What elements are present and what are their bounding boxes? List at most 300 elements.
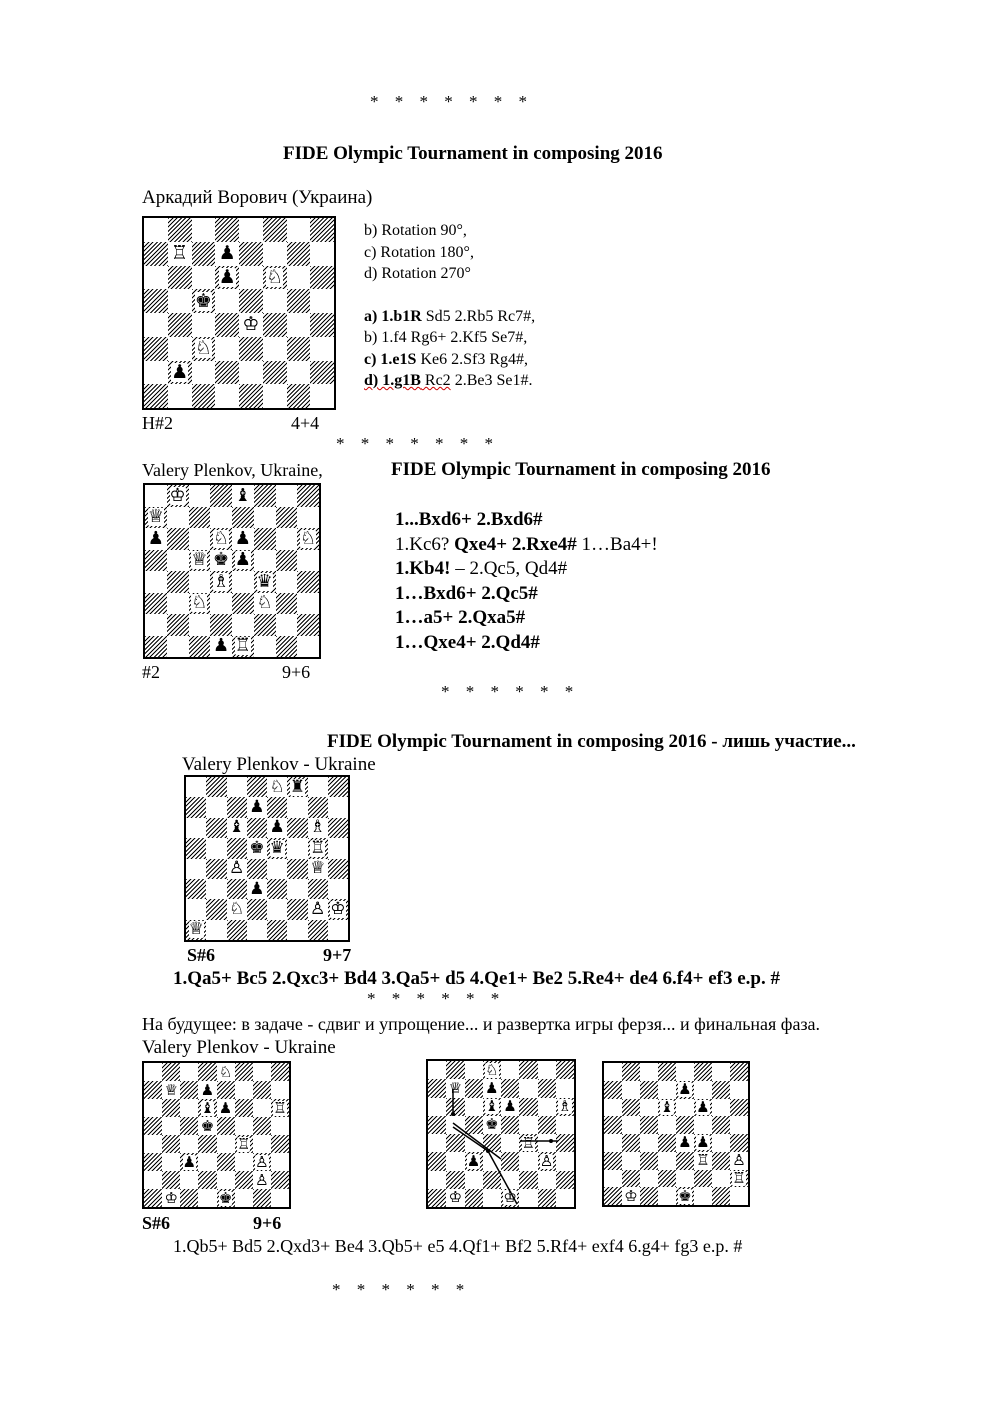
section1-solution xyxy=(364,220,535,392)
board-square xyxy=(271,1189,289,1207)
board-square xyxy=(162,1189,180,1207)
board-square xyxy=(310,218,334,242)
board-square xyxy=(186,838,206,858)
board-square xyxy=(167,507,189,529)
separator-stars: * * * * * * xyxy=(332,1280,465,1299)
board-square xyxy=(287,777,307,797)
board-square xyxy=(263,384,287,408)
board-square xyxy=(328,920,348,940)
board-square xyxy=(235,1099,253,1117)
white-knight-icon: ♘ xyxy=(229,899,245,919)
white-king-icon: ♔ xyxy=(242,313,260,336)
white-queen-icon: ♕ xyxy=(310,858,326,879)
board-square xyxy=(271,1153,289,1171)
black-pawn-icon: ♟ xyxy=(234,549,251,571)
board-square xyxy=(328,838,348,858)
board-square xyxy=(267,797,287,817)
board-square xyxy=(192,218,216,242)
board-square xyxy=(297,636,319,658)
variation-1: 1…Bxd6+ 2.Qc5# xyxy=(395,582,538,604)
board-square xyxy=(640,1081,658,1099)
board-square xyxy=(247,838,267,858)
board-square xyxy=(144,1189,162,1207)
section3-piece-count: 9+7 xyxy=(323,945,352,965)
black-pawn-icon: ♟ xyxy=(696,1134,710,1152)
board-square xyxy=(167,528,189,550)
board-square xyxy=(198,1153,216,1171)
board-square xyxy=(712,1152,730,1170)
board-square xyxy=(676,1170,694,1188)
board-square xyxy=(267,920,287,940)
board-square xyxy=(297,571,319,593)
board-square xyxy=(287,818,307,838)
board-square xyxy=(622,1152,640,1170)
board-square xyxy=(232,614,254,636)
board-square xyxy=(227,777,247,797)
board-square xyxy=(215,313,239,337)
white-rook-icon: ♖ xyxy=(171,242,189,265)
board-square xyxy=(263,218,287,242)
chess-diagram-2 xyxy=(143,483,321,659)
board-square xyxy=(263,313,287,337)
board-square xyxy=(640,1063,658,1081)
board-square xyxy=(210,528,232,550)
section2-piece-count: 9+6 xyxy=(282,662,311,682)
white-bishop-icon: ♗ xyxy=(310,817,326,838)
board-square xyxy=(232,507,254,529)
board-square xyxy=(253,1135,271,1153)
board-square xyxy=(263,289,287,313)
board-square xyxy=(247,797,267,817)
board-square xyxy=(192,242,216,266)
board-square xyxy=(267,899,287,919)
board-square xyxy=(145,528,167,550)
board-square xyxy=(168,218,192,242)
board-square xyxy=(271,1099,289,1117)
board-square xyxy=(254,507,276,529)
board-square xyxy=(276,593,298,615)
board-square xyxy=(694,1152,712,1170)
board-square xyxy=(145,571,167,593)
board-square xyxy=(198,1171,216,1189)
black-pawn-icon: ♟ xyxy=(182,1153,197,1171)
board-square xyxy=(206,879,226,899)
board-square xyxy=(192,337,216,361)
board-square xyxy=(253,1189,271,1207)
board-square xyxy=(206,818,226,838)
white-bishop-icon: ♗ xyxy=(213,571,230,592)
separator-stars: * * * * * * * xyxy=(370,92,527,111)
board-square xyxy=(168,337,192,361)
board-square xyxy=(310,289,334,313)
key-line: 1.Kb4! – 2.Qc5, Qd4# xyxy=(395,558,568,579)
black-pawn-icon: ♟ xyxy=(466,1152,481,1170)
board-square xyxy=(730,1134,748,1152)
board-square xyxy=(239,384,263,408)
section4-note: На будущее: в задаче - сдвиг и упрощение... и развертка игры ферзя... и финальная фаза. xyxy=(142,1014,821,1034)
board-square xyxy=(235,1135,253,1153)
board-square xyxy=(253,1081,271,1099)
board-square xyxy=(658,1116,676,1134)
board-square xyxy=(640,1116,658,1134)
board-square xyxy=(239,266,263,290)
board-square xyxy=(310,361,334,385)
white-king-icon: ♔ xyxy=(448,1188,463,1207)
board-square xyxy=(271,1135,289,1153)
board-square xyxy=(217,1171,235,1189)
board-square xyxy=(604,1170,622,1188)
board-square xyxy=(227,899,247,919)
white-knight-icon: ♘ xyxy=(485,1061,499,1079)
solution-c: c) 1.e1S Ke6 2.Sf3 Rg4#, xyxy=(364,350,528,368)
board-square xyxy=(145,614,167,636)
board-square xyxy=(144,384,168,408)
board-square xyxy=(658,1170,676,1188)
board-square xyxy=(235,1117,253,1135)
board-square xyxy=(267,818,287,838)
separator-stars: * * * * * * xyxy=(367,989,500,1008)
board-square xyxy=(276,614,298,636)
board-square xyxy=(263,361,287,385)
board-square xyxy=(247,818,267,838)
board-square xyxy=(622,1099,640,1117)
board-square xyxy=(271,1117,289,1135)
board-square xyxy=(604,1116,622,1134)
board-square xyxy=(276,485,298,507)
board-square xyxy=(712,1116,730,1134)
white-rook-icon: ♖ xyxy=(732,1169,746,1187)
board-square xyxy=(180,1171,198,1189)
white-pawn-icon: ♙ xyxy=(255,1171,269,1189)
twin-c: c) Rotation 180°, xyxy=(364,243,474,261)
board-square xyxy=(308,797,328,817)
board-square xyxy=(267,879,287,899)
white-pawn-icon: ♙ xyxy=(229,858,245,879)
white-knight-icon: ♘ xyxy=(194,337,212,360)
white-king-icon: ♔ xyxy=(624,1187,638,1205)
board-square xyxy=(308,879,328,899)
board-square xyxy=(310,242,334,266)
board-square xyxy=(712,1170,730,1188)
board-square xyxy=(694,1063,712,1081)
board-square xyxy=(162,1153,180,1171)
board-square xyxy=(247,899,267,919)
board-square xyxy=(144,337,168,361)
board-square xyxy=(328,818,348,838)
board-square xyxy=(162,1117,180,1135)
black-king-icon: ♚ xyxy=(678,1187,692,1205)
white-rook-icon: ♖ xyxy=(273,1099,287,1117)
board-square xyxy=(189,507,211,529)
board-square xyxy=(254,614,276,636)
board-square xyxy=(239,313,263,337)
white-king-icon: ♔ xyxy=(330,899,346,919)
board-square xyxy=(287,384,311,408)
solution-b: b) 1.f4 Rg6+ 2.Kf5 Se7#, xyxy=(364,329,528,346)
black-queen-icon: ♛ xyxy=(269,838,285,858)
board-square xyxy=(210,593,232,615)
black-pawn-icon: ♟ xyxy=(234,528,251,549)
black-pawn-icon: ♟ xyxy=(696,1098,710,1116)
board-square xyxy=(168,242,192,266)
board-square xyxy=(712,1187,730,1205)
board-square xyxy=(144,361,168,385)
section4-author: Valery Plenkov - Ukraine xyxy=(142,1037,336,1058)
section1-title: FIDE Olympic Tournament in composing 2016 xyxy=(283,143,663,164)
black-king-icon: ♚ xyxy=(485,1115,499,1134)
black-queen-icon: ♛ xyxy=(256,571,273,592)
board-square xyxy=(189,636,211,658)
white-bishop-icon: ♗ xyxy=(558,1097,572,1116)
chess-diagram-6 xyxy=(602,1061,750,1207)
white-king-icon: ♔ xyxy=(169,485,186,506)
board-square xyxy=(144,266,168,290)
board-square xyxy=(308,859,328,879)
section2-stipulation: #2 xyxy=(142,662,160,682)
board-square xyxy=(694,1134,712,1152)
board-square xyxy=(217,1063,235,1081)
white-pawn-icon: ♙ xyxy=(732,1151,746,1170)
board-square xyxy=(676,1063,694,1081)
section2-author: Valery Plenkov, Ukraine, xyxy=(142,460,323,480)
section3-solution: 1.Qa5+ Bc5 2.Qxc3+ Bd4 3.Qa5+ d5 4.Qe1+ Be2 5.Re4+ de4 6.f4+ ef3 e.p. # xyxy=(173,968,780,989)
board-square xyxy=(254,636,276,658)
board-square xyxy=(622,1063,640,1081)
section4-solution: 1.Qb5+ Bd5 2.Qxd3+ Be4 3.Qb5+ e5 4.Qf1+ Bf2 5.Rf4+ exf4 6.g4+ fg3 e.p. # xyxy=(173,1236,743,1256)
black-king-icon: ♚ xyxy=(218,1189,233,1207)
board-square xyxy=(167,485,189,507)
black-pawn-icon: ♟ xyxy=(249,797,265,818)
board-square xyxy=(145,507,167,529)
board-square xyxy=(247,879,267,899)
board-square xyxy=(232,636,254,658)
board-square xyxy=(287,838,307,858)
board-square xyxy=(189,593,211,615)
board-square xyxy=(217,1117,235,1135)
variation-3: 1…Qxe4+ 2.Qd4# xyxy=(395,631,540,653)
board-square xyxy=(227,797,247,817)
board-square xyxy=(604,1099,622,1117)
board-square xyxy=(210,550,232,572)
board-square xyxy=(604,1063,622,1081)
board-square xyxy=(254,550,276,572)
section3-title: FIDE Olympic Tournament in composing 2016 - лишь участие... xyxy=(327,731,856,752)
board-square xyxy=(186,818,206,838)
board-square xyxy=(186,859,206,879)
board-square xyxy=(239,361,263,385)
board-square xyxy=(215,361,239,385)
board-square xyxy=(235,1153,253,1171)
board-square xyxy=(694,1187,712,1205)
board-square xyxy=(297,614,319,636)
board-square xyxy=(144,1171,162,1189)
board-square xyxy=(328,879,348,899)
board-square xyxy=(180,1189,198,1207)
white-queen-icon: ♕ xyxy=(188,919,204,940)
board-square xyxy=(162,1081,180,1099)
white-knight-icon: ♘ xyxy=(213,528,230,549)
black-bishop-icon: ♝ xyxy=(485,1097,499,1116)
board-square xyxy=(247,859,267,879)
board-square xyxy=(267,859,287,879)
separator-stars: * * * * * * * xyxy=(336,434,493,453)
board-square xyxy=(180,1153,198,1171)
board-square xyxy=(253,1153,271,1171)
black-rook-icon: ♜ xyxy=(289,777,305,797)
board-square xyxy=(215,337,239,361)
board-square xyxy=(144,313,168,337)
board-square xyxy=(676,1187,694,1205)
board-square xyxy=(167,571,189,593)
board-square xyxy=(287,266,311,290)
white-king-icon: ♔ xyxy=(503,1188,517,1207)
board-square xyxy=(186,879,206,899)
board-square xyxy=(144,1117,162,1135)
board-square xyxy=(254,485,276,507)
board-square xyxy=(253,1117,271,1135)
board-square xyxy=(189,614,211,636)
white-knight-icon: ♘ xyxy=(300,528,317,549)
white-knight-icon: ♘ xyxy=(266,265,284,288)
board-square xyxy=(145,550,167,572)
board-square xyxy=(297,485,319,507)
white-pawn-icon: ♙ xyxy=(539,1152,554,1170)
board-square xyxy=(167,550,189,572)
board-square xyxy=(622,1116,640,1134)
board-square xyxy=(640,1187,658,1205)
board-square xyxy=(162,1063,180,1081)
board-square xyxy=(180,1063,198,1081)
board-square xyxy=(271,1171,289,1189)
board-square xyxy=(730,1170,748,1188)
board-square xyxy=(162,1171,180,1189)
white-queen-icon: ♕ xyxy=(147,506,164,528)
separator-stars: * * * * * * xyxy=(441,682,574,701)
board-square xyxy=(622,1081,640,1099)
board-square xyxy=(287,218,311,242)
board-square xyxy=(235,1171,253,1189)
board-square xyxy=(180,1081,198,1099)
board-square xyxy=(287,797,307,817)
board-square xyxy=(730,1063,748,1081)
black-pawn-icon: ♟ xyxy=(678,1134,692,1152)
section2-solution xyxy=(395,508,658,655)
black-pawn-icon: ♟ xyxy=(218,242,236,265)
board-square xyxy=(217,1135,235,1153)
board-square xyxy=(239,337,263,361)
board-square xyxy=(239,242,263,266)
white-knight-icon: ♘ xyxy=(218,1063,233,1081)
board-square xyxy=(167,614,189,636)
board-square xyxy=(210,636,232,658)
board-square xyxy=(310,384,334,408)
white-knight-icon: ♘ xyxy=(256,592,273,614)
board-square xyxy=(232,593,254,615)
board-square xyxy=(604,1152,622,1170)
board-square xyxy=(308,899,328,919)
board-square xyxy=(210,485,232,507)
board-square xyxy=(192,266,216,290)
board-square xyxy=(192,313,216,337)
board-square xyxy=(217,1081,235,1099)
twin-d: d) Rotation 270° xyxy=(364,265,471,282)
board-square xyxy=(310,313,334,337)
section4-stipulation: S#6 xyxy=(142,1213,171,1233)
board-square xyxy=(297,507,319,529)
board-square xyxy=(730,1099,748,1117)
board-square xyxy=(227,879,247,899)
board-square xyxy=(144,218,168,242)
board-square xyxy=(730,1116,748,1134)
board-square xyxy=(186,899,206,919)
board-square xyxy=(287,361,311,385)
board-square xyxy=(215,266,239,290)
board-square xyxy=(287,242,311,266)
black-bishop-icon: ♝ xyxy=(660,1098,674,1116)
board-square xyxy=(232,571,254,593)
board-square xyxy=(180,1135,198,1153)
board-square xyxy=(189,485,211,507)
board-square xyxy=(267,838,287,858)
white-rook-icon: ♖ xyxy=(310,838,326,858)
board-square xyxy=(640,1134,658,1152)
board-square xyxy=(694,1081,712,1099)
board-square xyxy=(287,313,311,337)
board-square xyxy=(287,859,307,879)
board-square xyxy=(189,528,211,550)
board-square xyxy=(328,797,348,817)
board-square xyxy=(180,1099,198,1117)
black-pawn-icon: ♟ xyxy=(218,1099,233,1117)
board-square xyxy=(168,361,192,385)
board-square xyxy=(144,1063,162,1081)
board-square xyxy=(276,528,298,550)
board-square xyxy=(167,593,189,615)
board-square xyxy=(144,289,168,313)
board-square xyxy=(263,242,287,266)
board-square xyxy=(206,838,226,858)
board-square xyxy=(308,920,328,940)
board-square xyxy=(640,1170,658,1188)
board-square xyxy=(694,1099,712,1117)
board-square xyxy=(189,550,211,572)
board-square xyxy=(198,1117,216,1135)
board-square xyxy=(676,1099,694,1117)
board-square xyxy=(162,1099,180,1117)
black-bishop-icon: ♝ xyxy=(229,817,245,838)
chess-diagram-1 xyxy=(142,216,336,410)
board-square xyxy=(658,1099,676,1117)
board-square xyxy=(297,550,319,572)
board-square xyxy=(232,528,254,550)
board-square xyxy=(622,1187,640,1205)
section1-stipulation: H#2 xyxy=(142,413,173,433)
white-queen-icon: ♕ xyxy=(448,1079,463,1097)
section3-stipulation: S#6 xyxy=(187,945,216,965)
board-square xyxy=(232,485,254,507)
board-square xyxy=(145,593,167,615)
board-square xyxy=(239,218,263,242)
board-square xyxy=(210,614,232,636)
board-square xyxy=(730,1081,748,1099)
section1-piece-count: 4+4 xyxy=(291,413,320,433)
board-square xyxy=(145,636,167,658)
board-square xyxy=(198,1081,216,1099)
black-pawn-icon: ♟ xyxy=(503,1097,517,1116)
board-square xyxy=(235,1189,253,1207)
board-square xyxy=(217,1189,235,1207)
board-square xyxy=(239,289,263,313)
